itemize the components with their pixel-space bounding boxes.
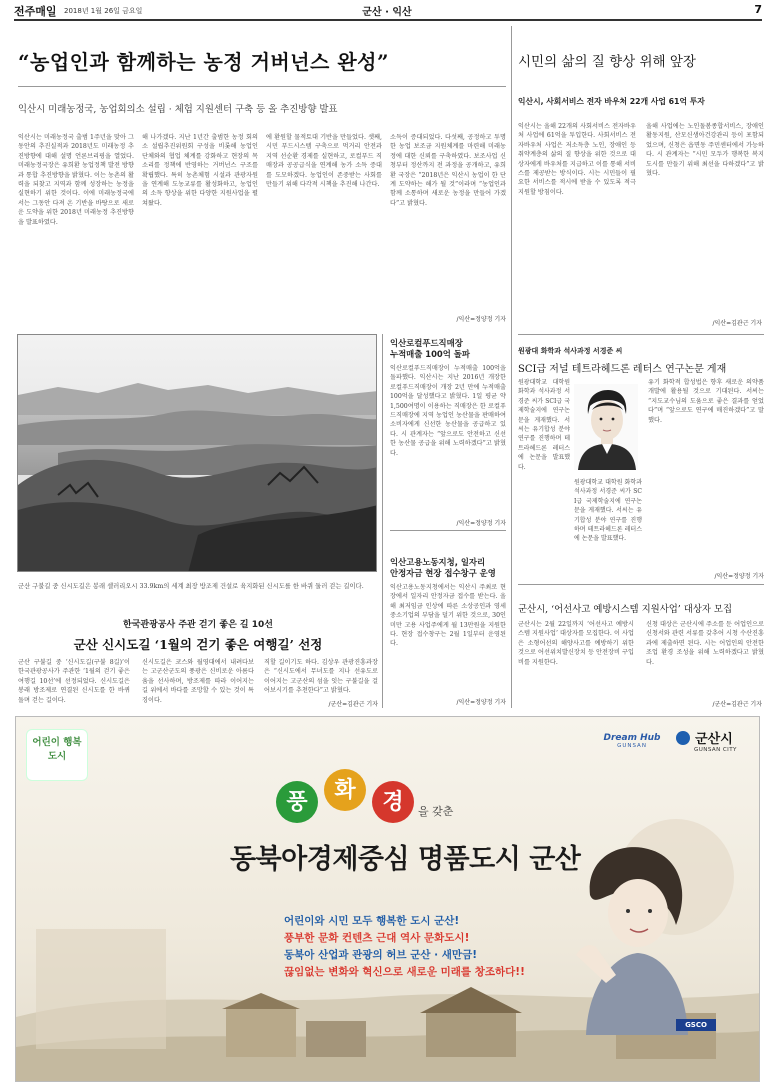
researcher-portrait: [574, 384, 638, 470]
lead-headline: “농업인과 함께하는 농정 거버넌스 완성”: [18, 50, 389, 74]
labor-body: 익산고용노동지청에서는 익산시 주최로 현장에서 일자리 안정자금 접수를 받는다. 올해 최저임금 인상에 따른 소상공인과 영세중소기업의 부담을 덜기 위한 것으로, 30인 미만 고용 사업주에게 월 13만원을 지원한다. 현장 접수창구는 2월 1일부터 운영된다.: [390, 584, 506, 648]
ad-line-1: 어린이와 시민 모두 행복한 도시 군산!: [284, 915, 460, 927]
circle-pung: [276, 781, 318, 823]
right3-col-1: 군산시는 2월 22일까지 ‘어선사고 예방시스템 지원사업’ 대상자를 모집한다. 이 사업은 소형어선의 해양사고를 예방하기 위한 것으로 어선위치발신장치 등 안전장비 구입비를 지원한다.: [518, 621, 634, 666]
right1-col-1: 익산시는 올해 22개의 사회서비스 전자바우처 사업에 61억을 투입한다. 사회서비스 전자바우처 사업은 저소득층 노인, 장애인 등 취약계층의 삶의 질 향상을 위한 것으로 대상자에게 바우처를 지급하고 이를 통해 서비스를 제공받는 방식이다. 시는 시민들이 필요한 서비스를 적시에 받을 수 있도록 적극 지원할 방침이다.: [518, 123, 636, 196]
lead-col-4: 소득이 증대되었다. 다섯째, 공정하고 투명한 농업 보조금 지원체계를 마련해 미래농정에 대한 신뢰를 구축하였다. 보조사업 신청부터 정산까지 전 과정을 공개하고, 유희환 국장은 “2018년은 익산시 농업이 한 단계 도약하는 해가 될 것”이라며 “농업인과 함께 소통하며 새로운 농정을 만들어 가겠다”고 밝혔다.: [390, 134, 506, 207]
right2-col-1: 원광대학교 대학원 화학과 석사과정 서경준 씨가 SCI급 국제학술지에 연구논문을 게재했다. 서씨는 유기합성 분야 연구를 진행하며 테트라헤드론 레터스에 논문을 발표했다.: [518, 379, 570, 471]
masthead-date: 2018년 1월 26일 금요일: [64, 7, 143, 15]
right-divider: [511, 26, 512, 708]
walk-col-3: 직할 길이기도 하다. 김상우 관광진흥과장은 “신시도에서 무녀도를 지나 선유도로 이어지는 고군산의 섬을 잇는 구불길을 걸어보시기를 추천한다”고 밝혔다.: [264, 659, 378, 695]
page-number: 7: [754, 3, 762, 16]
right2-col-2: 유기 화학적 합성법은 향후 새로운 의약품 개발에 활용될 것으로 기대된다. 서씨는 “지도교수님의 도움으로 좋은 결과를 얻었다”며 “앞으로도 연구에 매진하겠다”고 말했다.: [648, 379, 764, 424]
header-rule: [14, 19, 762, 21]
right1-headline: 시민의 삶의 질 향상 위해 앞장: [518, 54, 696, 70]
sidebar-separator: [390, 530, 506, 531]
photo-caption: 군산 구불길 중 신시도길은 봉래 셀러리오시 33.9km의 세계 최장 방조제 건설로 육지화된 신시도를 한 바퀴 둘러 걷는 길이다.: [18, 583, 364, 590]
right1-separator: [518, 334, 764, 335]
dream-hub-sub: GUNSAN: [617, 743, 647, 749]
market-byline: /익산=정양정 기자: [456, 520, 506, 527]
circle-hwa: [324, 769, 366, 811]
ad-line-4: 끊임없는 변화와 혁신으로 새로운 미래를 창조하다!!: [284, 966, 525, 978]
dream-hub-logo: [592, 733, 672, 749]
right2-separator: [518, 584, 764, 585]
walk-col-2: 신시도길은 코스와 월영대에서 내려다보는 고군산군도의 풍광은 신비로운 아름다움을 선사하며, 방조제를 따라 이어지는 길 위에서 바다를 조망할 수 있는 것이 특징이다.: [142, 659, 254, 704]
circle-gyeong: [372, 781, 414, 823]
walk-byline: /군산=김관근 기자: [328, 701, 378, 708]
lead-subhead: 익산시 미래농정국, 농업회의소 설립 · 체험 지원센터 구축 등 올 추진방향 발표: [18, 104, 338, 115]
ad-kids-logo: [26, 729, 88, 781]
ad-line-3: 동북아 산업과 관광의 허브 군산 · 새만금!: [284, 949, 477, 961]
ad-title: 동북아경제중심 명품도시 군산: [230, 844, 581, 875]
sidebar-divider: [382, 334, 383, 708]
ad-line-2: 풍부한 문화 컨텐츠 근대 역사 문화도시!: [284, 932, 470, 944]
city-emblem-icon: [676, 731, 690, 745]
market-body: 익산로컬푸드직매장이 누적매출 100억을 돌파했다. 익산시는 지난 2016년 개장한 로컬푸드직매장이 개장 2년 만에 누적매출 100억을 달성했다고 밝혔다. 1일 평균 약 1,500여명이 이용하는 직매장은 한 로컬푸드직매장에 지역 농업인 농산물을 판매하여 소비자에게 신선한 농산물을 공급하고 있다. 시 관계자는 “앞으로도 안전하고 신선한 농산물 공급을 위해 노력하겠다”고 밝혔다.: [390, 365, 506, 457]
right2-kicker: 원광대 화학과 석사과정 서경준 씨: [518, 347, 623, 355]
right2-headline: SCI급 저널 테트라헤드론 레터스 연구논문 게재: [518, 364, 727, 375]
gunsan-city-logo: [676, 727, 756, 753]
right1-byline: /익산=김관근 기자: [712, 320, 762, 327]
right1-col-2: 올해 사업에는 노인돌봄종합서비스, 장애인활동지원, 산모신생아건강관리 등이 포함되었으며, 신청은 읍면동 주민센터에서 가능하다. 시 관계자는 “시민 모두가 행복한 복지도시를 만들기 위해 최선을 다하겠다”고 밝혔다.: [646, 123, 764, 178]
ad-kids-logo-text: 어린이 행복도시: [32, 737, 82, 762]
city-name-en: GUNSAN CITY: [694, 747, 737, 753]
lead-col-2: 해 나가겠다. 지난 1년간 출범한 농정 회의소 설립추진위원회 구성을 비롯해 농업인 단체와의 협업 체계를 강화하고 현장의 목소리를 정책에 반영하는 거버넌스 구조를 확립했다. 특히 농촌체험 시설과 관광자원을 연계해 도농교류를 활성화하고, 농업인의 소득 향상을 위한 다양한 지원사업을 펼쳐왔다.: [142, 134, 258, 207]
city-advertisement: [15, 716, 760, 1082]
scenic-photo: [17, 334, 377, 572]
girl-illustration: [556, 835, 706, 1035]
lead-underline: [18, 86, 506, 87]
section-title: 군산 · 익산: [362, 7, 412, 18]
labor-byline: /익산=정양정 기자: [456, 699, 506, 706]
right2-col-1b: 원광대학교 대학원 화학과 석사과정 서경준 씨가 SCI급 국제학술지에 연구논문을 게재했다. 서씨는 유기합성 분야 연구를 진행하며 테트라헤드론 레터스에 논문을 발표했다.: [574, 479, 642, 543]
labor-title: 익산고용노동지청, 일자리 안정자금 현장 접수창구 운영: [390, 557, 496, 578]
lead-col-1: 익산시는 미래농정국 출범 1주년을 맞아 그동안의 추진실적과 2018년도 미래농정 추진방향에 대해 설명 언론브리핑을 열었다. 미래농정국장은 유희환 농업정책 발전 방향과 통합 추진방향을 밝혔다. 이는 농촌의 활력을 되찾고 지역과 함께 성장하는 농정을 실현하기 위한 것이다. 이에 미래농정국에서는 그동안 다져 온 기반을 바탕으로 새로운 도약을 위한 2018년 미래농정 추진방향을 발표하였다.: [18, 134, 134, 226]
right1-subhead: 익산시, 사회서비스 전자 바우처 22개 사업 61억 투자: [518, 97, 705, 106]
walk-kicker: 한국관광공사 주관 걷기 좋은 길 10선: [123, 620, 273, 630]
circle-hwa-text: 화: [334, 777, 356, 803]
ad-connector: 을 갖춘: [418, 805, 454, 818]
walk-headline: 군산 신시도길 ‘1월의 걷기 좋은 여행길’ 선정: [73, 637, 323, 652]
circle-pung-text: 풍: [286, 789, 308, 815]
right2-byline: /익산=정양정 기자: [714, 573, 764, 580]
circle-gyeong-text: 경: [382, 789, 404, 815]
lead-col-3: 에 환원할 물적토대 기반을 만들었다. 셋째, 시민 푸드시스템 구축으로 먹거리 안전과 지역 선순환 경제를 실현하고, 로컬푸드 직매장과 공공급식을 연계해 농가 소득 증대를 도모하겠다. 농업인이 존중받는 사회를 만들기 위해 다각적 시책을 추진해 나간다.: [266, 134, 382, 189]
dream-hub-text: Dream Hub: [603, 733, 661, 743]
right3-headline: 군산시, ‘어선사고 예방시스템 지원사업’ 대상자 모집: [518, 604, 733, 615]
masthead-paper: 전주매일: [14, 5, 57, 18]
store-sign: GSCO: [676, 1019, 716, 1031]
city-name: 군산시: [695, 732, 733, 747]
right3-col-2: 신청 대상은 군산시에 주소를 둔 어업인으로 신청서와 관련 서류를 갖추어 시청 수산진흥과에 제출하면 된다. 시는 어업인의 안전한 조업 환경 조성을 위해 노력하겠다고 밝혔다.: [646, 621, 764, 666]
right3-byline: /군산=김관근 기자: [712, 701, 762, 708]
walk-col-1: 군산 구불길 중 ‘신시도길(구불 8길)’이 한국관광공사가 주관한 ‘1월의 걷기 좋은 여행길 10선’에 선정되었다. 신시도길은 봉래 방조제로 연결된 신시도를 한 바퀴 돌며 걷는 길이다.: [18, 659, 130, 704]
lead-byline: /익산=정양정 기자: [456, 316, 506, 323]
market-title: 익산로컬푸드직매장 누적매출 100억 돌파: [390, 338, 470, 359]
